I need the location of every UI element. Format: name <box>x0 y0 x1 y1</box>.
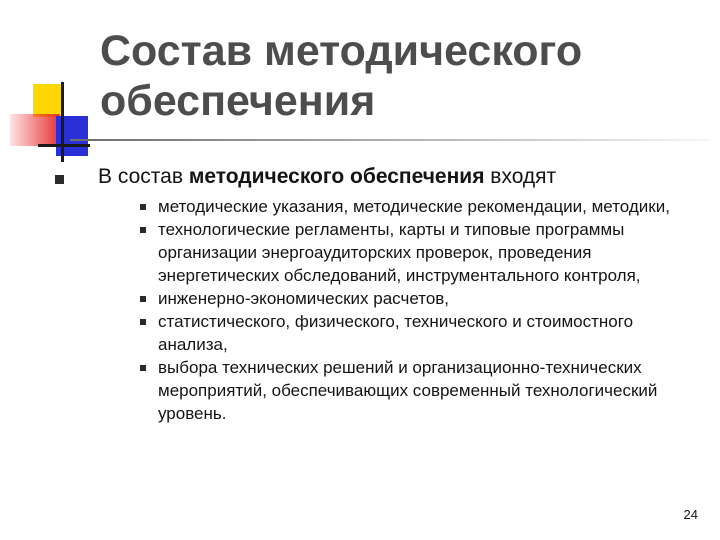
list-item-text: инженерно-экономических расчетов, <box>158 289 450 308</box>
main-bullet-prefix: В состав <box>98 165 189 188</box>
sub-bullet-list <box>140 195 700 425</box>
bullet-marker <box>140 204 146 210</box>
bullet-marker <box>140 365 146 371</box>
bullet-marker <box>140 227 146 233</box>
main-bullet-bold: методического обеспечения <box>188 165 485 188</box>
list-item <box>140 287 700 310</box>
list-item <box>140 356 700 425</box>
slide-title: Состав методического обеспечения <box>100 27 583 125</box>
bullet-marker <box>140 296 146 302</box>
bullet-marker <box>55 175 64 184</box>
decor-red-square <box>10 114 60 146</box>
list-item <box>140 195 700 218</box>
decor-vertical-line <box>61 82 64 162</box>
title-underline <box>70 139 710 141</box>
decor-horizontal-line <box>38 144 90 147</box>
main-bullet-text <box>98 163 556 191</box>
list-item-text: выбора технических решений и организационно-технических мероприятий, обеспечивающих современный технологический уровень. <box>158 358 658 423</box>
list-item-text: технологические регламенты, карты и типовые программы организации энергоаудиторских проверок, проведения энергетических обследований, инструментального контроля, <box>158 220 641 285</box>
list-item <box>140 310 700 356</box>
list-item-text: методические указания, методические рекомендации, методики, <box>158 197 670 216</box>
main-bullet-suffix: входят <box>484 165 557 188</box>
bullet-marker <box>140 319 146 325</box>
list-item <box>140 218 700 287</box>
list-item-text: статистического, физического, технического и стоимостного анализа, <box>158 312 634 354</box>
decor-yellow-square <box>33 84 63 117</box>
page-number: 24 <box>683 507 698 522</box>
